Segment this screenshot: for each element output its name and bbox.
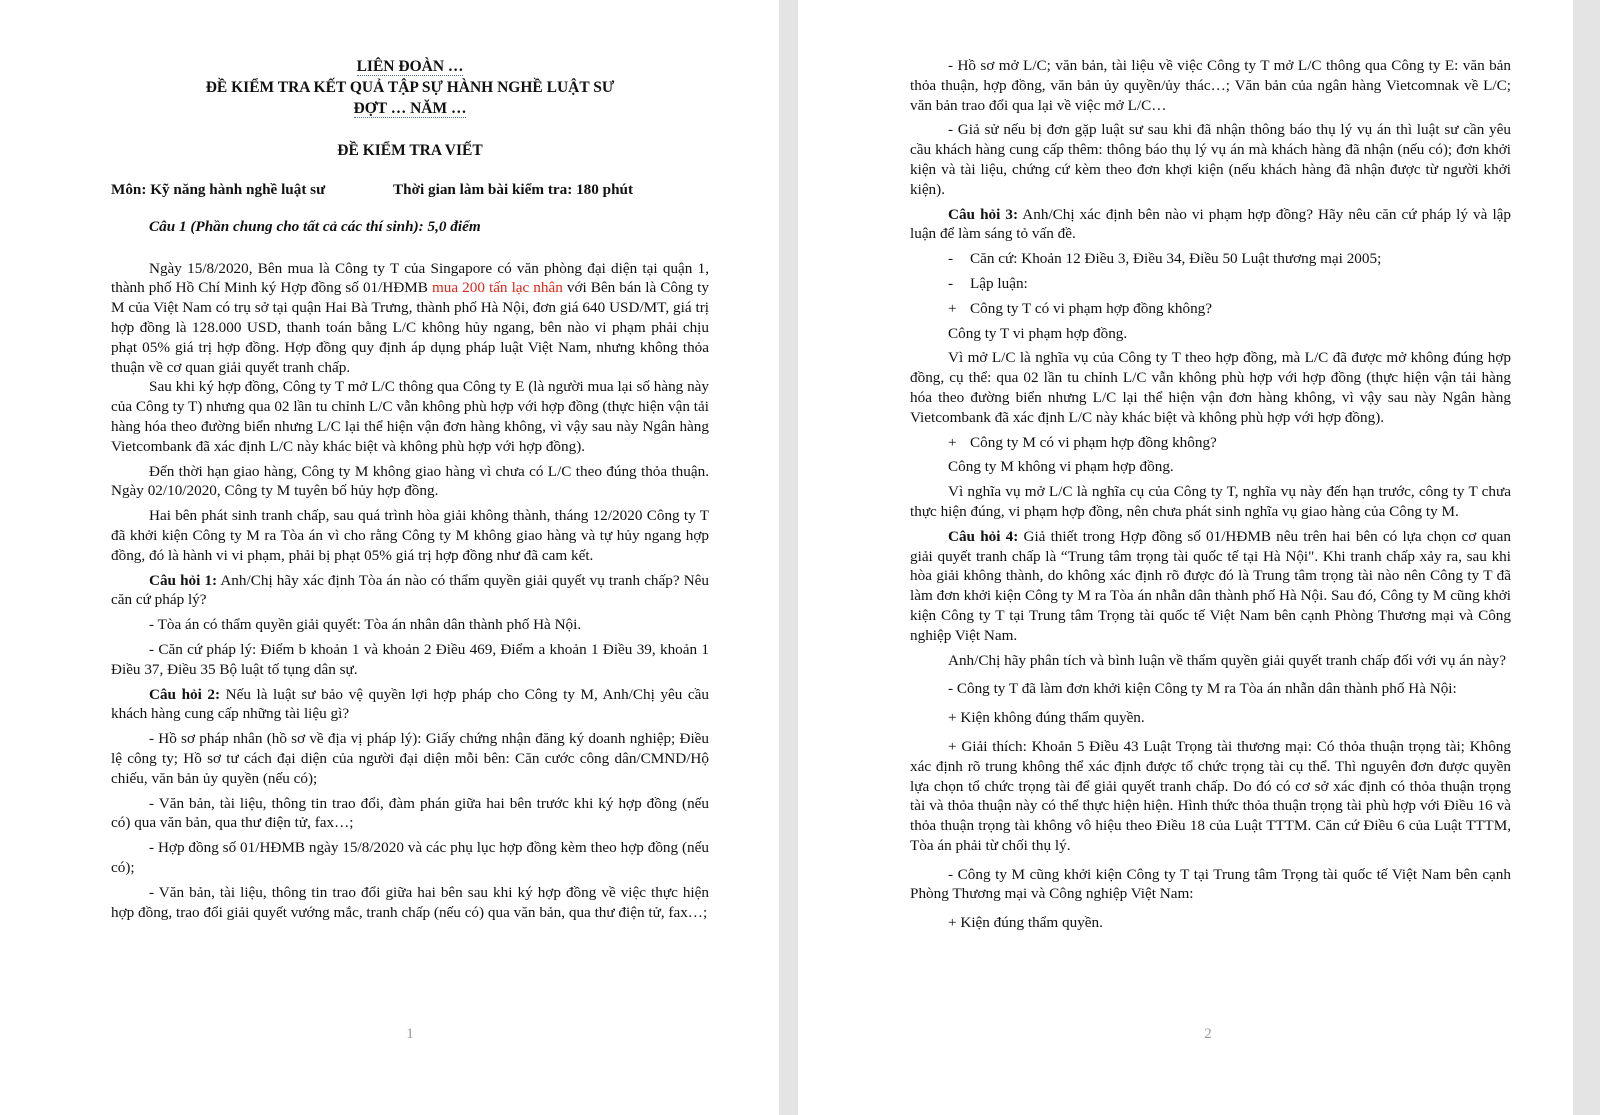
- header-exam-name: ĐỀ KIỂM TRA KẾT QUẢ TẬP SỰ HÀNH NGHỀ LUẬT SƯ: [205, 79, 615, 96]
- case-paragraph-1: Ngày 15/8/2020, Bên mua là Công ty T của Singapore có văn phòng đại diện tại quận 1, thành phố Hồ Chí Minh ký Hợp đồng số 01/HĐMB mua 200 tấn lạc nhân với Bên bán là Công ty M của Việt Nam có trụ sở tại quận Hai Bà Trưng, thành phố Hà Nội, đơn giá 640 USD/MT, giá trị hợp đồng là 128.000 USD, thanh toán bằng L/C không hủy ngang, bên nào vi phạm phải chịu phạt 05% giá trị hợp đồng. Hợp đồng quy định áp dụng pháp luật Việt Nam, nhưng không thỏa thuận về cơ quan giải quyết tranh chấp.: [111, 259, 709, 376]
- page-number-2: 2: [1204, 1026, 1212, 1042]
- answer-4-item-2: + Kiện không đúng thẩm quyền.: [948, 709, 1145, 727]
- answer-4-item-5: + Kiện đúng thẩm quyền.: [948, 914, 1103, 932]
- answer-2-item-4: - Văn bản, tài liệu, thông tin trao đổi giữa hai bên sau khi ký hợp đồng về việc thực hiện hợp đồng, trao đổi giải quyết vướng mắc, tranh chấp (nếu có) qua văn bản, qua thư điện tử, fax…;: [111, 883, 709, 921]
- document-page-1: [0, 0, 779, 1115]
- answer-1-court: - Tòa án có thẩm quyền giải quyết: Tòa án nhân dân thành phố Hà Nội.: [149, 616, 582, 634]
- header-federation: LIÊN ĐOÀN …: [356, 58, 464, 75]
- question-1-heading: Câu 1 (Phần chung cho tất cả các thí sinh): 5,0 điểm: [149, 217, 481, 235]
- exam-duration: Thời gian làm bài kiểm tra: 180 phút: [393, 180, 634, 198]
- answer-2-item-1: - Hồ sơ pháp nhân (hồ sơ về địa vị pháp lý): Giấy chứng nhận đăng ký doanh nghiệp; Điều lệ công ty; Hồ sơ tư cách đại diện của người đại diện mỗi bên: Căn cước công dân/CMND/Hộ chiếu, văn bản ủy quyền (nếu có);: [111, 730, 709, 787]
- exam-title: ĐỀ KIỂM TRA VIẾT: [337, 142, 483, 159]
- answer-1-legal-basis: - Căn cứ pháp lý: Điểm b khoản 1 và khoản 2 Điều 469, Điểm a khoản 1 Điều 39, khoản 1 Điều 37, Điều 35 Bộ luật tố tụng dân sự.: [111, 640, 709, 678]
- case-paragraph-3: Đến thời hạn giao hàng, Công ty M không giao hàng vì chưa có L/C theo đúng thỏa thuận. Ngày 02/10/2020, Công ty M tuyên bố hủy hợp đồng.: [111, 462, 709, 500]
- answer-3-company-m-question: + Công ty M có vi phạm hợp đồng không?: [948, 433, 1217, 451]
- answer-4-item-3: + Giải thích: Khoản 5 Điều 43 Luật Trọng tài thương mại: Có thỏa thuận trọng tài; Không xác định rõ trung không thể xác định được tổ chức trọng tài cụ thể. Thì nguyên đơn được quyền lựa chọn tổ chức trọng tài để giải quyết tranh chấp. Do đó có cơ sở xác định có thỏa thuận trọng tài và thỏa thuận này có thể thực hiện hiện. Hình thức thỏa thuận trọng tài phù hợp với Điều 16 và thỏa thuận trọng tài không vô hiệu theo Điều 18 của Luật TTTM. Căn cứ Điều 6 của Luật TTTM, Tòa án phải từ chối thụ lý.: [910, 737, 1511, 854]
- question-2: Câu hỏi 2: Nếu là luật sư bảo vệ quyền lợi hợp pháp cho Công ty M, Anh/Chị yêu cầu khách hàng cung cấp những tài liệu gì?: [111, 685, 709, 723]
- answer-4-item-4: - Công ty M cũng khởi kiện Công ty T tại Trung tâm Trọng tài quốc tế Việt Nam bên cạnh Phòng Thương mại và Công nghiệp Việt Nam:: [910, 865, 1511, 903]
- header-round-year: ĐỢT … NĂM …: [353, 100, 467, 117]
- answer-3-company-m-verdict: Công ty M không vi phạm hợp đồng.: [948, 458, 1174, 476]
- subject-line: [111, 181, 709, 199]
- page-number-1: 1: [406, 1026, 414, 1042]
- answer-4-item-1: - Công ty T đã làm đơn khởi kiện Công ty M ra Tòa án nhẫn dân thành phố Hà Nội:: [948, 680, 1457, 698]
- question-3: Câu hỏi 3: Anh/Chị xác định bên nào vi phạm hợp đồng? Hãy nêu căn cứ pháp lý và lập luận để làm sáng tỏ vấn đề.: [910, 205, 1512, 243]
- answer-3-company-m-reason: Vì nghĩa vụ mở L/C là nghĩa cụ của Công ty T, nghĩa vụ này đến hạn trước, công ty T chưa thực hiện đúng, vi phạm hợp đồng, nên chưa phát sinh nghĩa vụ giao hàng của Công ty M.: [910, 483, 1511, 520]
- answer-3-company-t-question: + Công ty T có vi phạm hợp đồng không?: [948, 299, 1213, 317]
- subject-name: Môn: Kỹ năng hành nghề luật sư: [111, 180, 326, 198]
- answer-3-company-t-verdict: Công ty T vi phạm hợp đồng.: [948, 324, 1128, 342]
- question-4: Câu hỏi 4: Giả thiết trong Hợp đồng số 01/HĐMB nêu trên hai bên có lựa chọn cơ quan giải quyết tranh chấp là “Trung tâm trọng tài quốc tế tại Hà Nội". Khi tranh chấp xảy ra, sau khi hòa giải không thành, do không xác định rõ được đó là Trung tâm trọng tài nào nên Công ty T đã làm đơn khởi kiện Công ty M ra Tòa án nhẫn dân thành phố Hà Nội. Sau đó, Công ty M cũng khởi kiện Công ty T tại Trung tâm Trọng tài quốc tế Việt Nam bên cạnh Phòng Thương mại và Công nghiệp Việt Nam.: [910, 527, 1512, 644]
- answer-2-item-6: - Giả sử nếu bị đơn gặp luật sư sau khi đã nhận thông báo thụ lý vụ án thì luật sư cần yêu cầu khách hàng cung cấp thêm: thông báo thụ lý vụ án mà khách hàng đã nhận (nếu có); đơn khởi kiện và tài liệu, chứng cứ kèm theo đơn khợi kiện (nếu khách hàng đã nhận được từ người khởi kiện).: [910, 121, 1511, 198]
- document-page-2: [798, 0, 1573, 1115]
- answer-2-item-5: - Hồ sơ mở L/C; văn bản, tài liệu về việc Công ty T mở L/C thông qua Công ty E: văn bản thỏa thuận, hợp đồng, văn bản ủy quyền/ủy thác…; Văn bản của ngân hàng Vietcomnak về L/C; văn bản trao đổi qua lại về việc mở L/C…: [910, 57, 1511, 114]
- answer-3-basis: - Căn cứ: Khoản 12 Điều 3, Điều 34, Điều 50 Luật thương mại 2005;: [948, 250, 1382, 268]
- question-4-ask: Anh/Chị hãy phân tích và bình luận về thẩm quyền giải quyết tranh chấp đối với vụ án này?: [948, 651, 1507, 669]
- answer-2-item-3: - Hợp đồng số 01/HĐMB ngày 15/8/2020 và các phụ lục hợp đồng kèm theo hợp đồng (nếu có);: [111, 839, 709, 876]
- case-paragraph-2: Sau khi ký hợp đồng, Công ty T mở L/C thông qua Công ty E (là người mua lại số hàng này của Công ty T) nhưng qua 02 lần tu chỉnh L/C vẫn không phù hợp với hợp đồng (thực hiện vận tải hàng hóa theo đường biển nhưng L/C lại thể hiện vận đơn hàng không, vì vậy sau này Ngân hàng Vietcombank đã xác định L/C này khác biệt và không phù hợp với hợp đồng).: [111, 378, 709, 455]
- case-paragraph-4: Hai bên phát sinh tranh chấp, sau quá trình hòa giải không thành, tháng 12/2020 Công ty T đã khởi kiện Công ty M ra Tòa án vì cho rằng Công ty M không giao hàng và tự hủy ngang hợp đồng, đó là hành vi vi phạm, phải bị phạt 05% giá trị hợp đồng như đã cam kết.: [111, 507, 709, 564]
- answer-2-item-2: - Văn bản, tài liệu, thông tin trao đổi, đàm phán giữa hai bên trước khi ký hợp đồng (nếu có) qua văn bản, qua thư điện tử, fax…;: [111, 794, 709, 832]
- answer-3-reasoning-label: - Lập luận:: [948, 274, 1028, 292]
- question-1: Câu hỏi 1: Anh/Chị hãy xác định Tòa án nào có thẩm quyền giải quyết vụ tranh chấp? Nêu căn cứ pháp lý?: [111, 571, 709, 609]
- answer-3-company-t-reason: Vì mở L/C là nghĩa vụ của Công ty T theo hợp đồng, mà L/C đã được mở không đúng hợp đồng, cụ thể: qua 02 lần tu chỉnh L/C vẫn không phù hợp với hợp đồng (thực hiện vận tải hàng hóa theo đường biển nhưng L/C lại thể hiện vận đơn hàng không, vì vậy sau này Ngân hàng Vietcombank đã xác định L/C này khác biệt và không phù hợp với hợp đồng).: [910, 349, 1511, 426]
- highlighted-text: mua 200 tấn lạc nhân: [431, 279, 563, 297]
